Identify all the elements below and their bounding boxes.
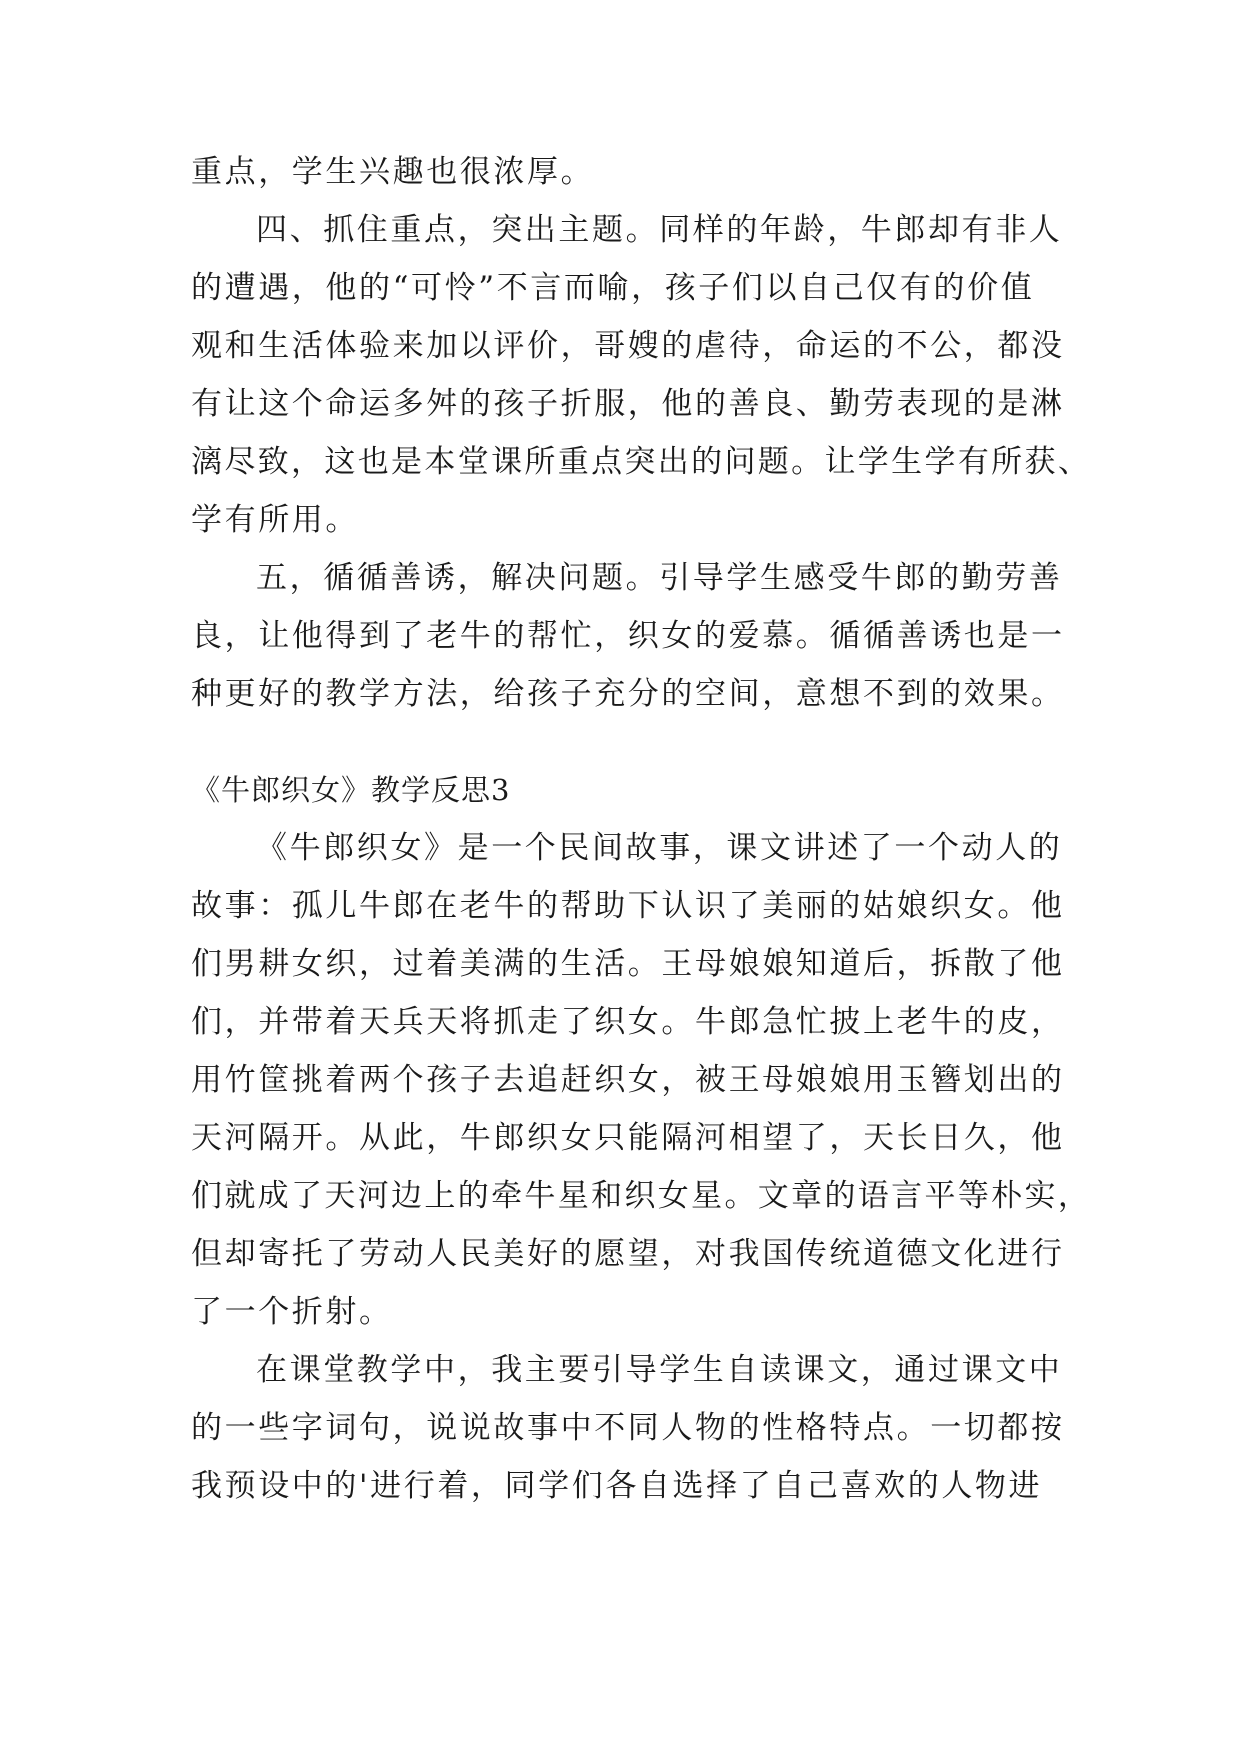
text-line: 观和生活体验来加以评价，哥嫂的虐待，命运的不公，都没: [191, 328, 1065, 364]
text-line: 天河隔开。从此，牛郎织女只能隔河相望了，天长日久，他: [191, 1120, 1065, 1156]
text-line: 《牛郎织女》是一个民间故事，课文讲述了一个动人的: [256, 830, 1063, 866]
text-line: 良，让他得到了老牛的帮忙，织女的爱慕。循循善诱也是一: [191, 618, 1065, 654]
text-line: 们男耕女织，过着美满的生活。王母娘娘知道后，拆散了他: [191, 946, 1065, 982]
text-line: 漓尽致，这也是本堂课所重点突出的问题。让学生学有所获、: [191, 444, 1092, 480]
section-heading: 《牛郎织女》教学反思3: [191, 773, 511, 807]
text-line: 故事：孤儿牛郎在老牛的帮助下认识了美丽的姑娘织女。他: [191, 888, 1065, 924]
text-line: 用竹筐挑着两个孩子去追赶织女，被王母娘娘用玉簪划出的: [191, 1062, 1065, 1098]
text-line: 种更好的教学方法，给孩子充分的空间，意想不到的效果。: [191, 676, 1065, 712]
text-line: 我预设中的'进行着，同学们各自选择了自己喜欢的人物进: [191, 1468, 1043, 1504]
text-line: 的一些字词句，说说故事中不同人物的性格特点。一切都按: [191, 1410, 1065, 1446]
text-line: 四、抓住重点，突出主题。同样的年龄，牛郎却有非人: [256, 212, 1063, 248]
text-line: 学有所用。: [191, 502, 359, 538]
text-line: 重点，学生兴趣也很浓厚。: [191, 154, 595, 190]
text-line: 在课堂教学中，我主要引导学生自读课文，通过课文中: [256, 1352, 1063, 1388]
text-line: 的遭遇，他的“可怜”不言而喻，孩子们以自己仅有的价值: [191, 270, 1035, 306]
text-line: 们就成了天河边上的牵牛星和织女星。文章的语言平等朴实，: [191, 1178, 1092, 1214]
text-line: 们，并带着天兵天将抓走了织女。牛郎急忙披上老牛的皮，: [191, 1004, 1065, 1040]
text-line: 但却寄托了劳动人民美好的愿望，对我国传统道德文化进行: [191, 1236, 1065, 1272]
text-line: 有让这个命运多舛的孩子折服，他的善良、勤劳表现的是淋: [191, 386, 1065, 422]
text-line: 了一个折射。: [191, 1294, 393, 1330]
text-line: 五，循循善诱，解决问题。引导学生感受牛郎的勤劳善: [256, 560, 1063, 596]
